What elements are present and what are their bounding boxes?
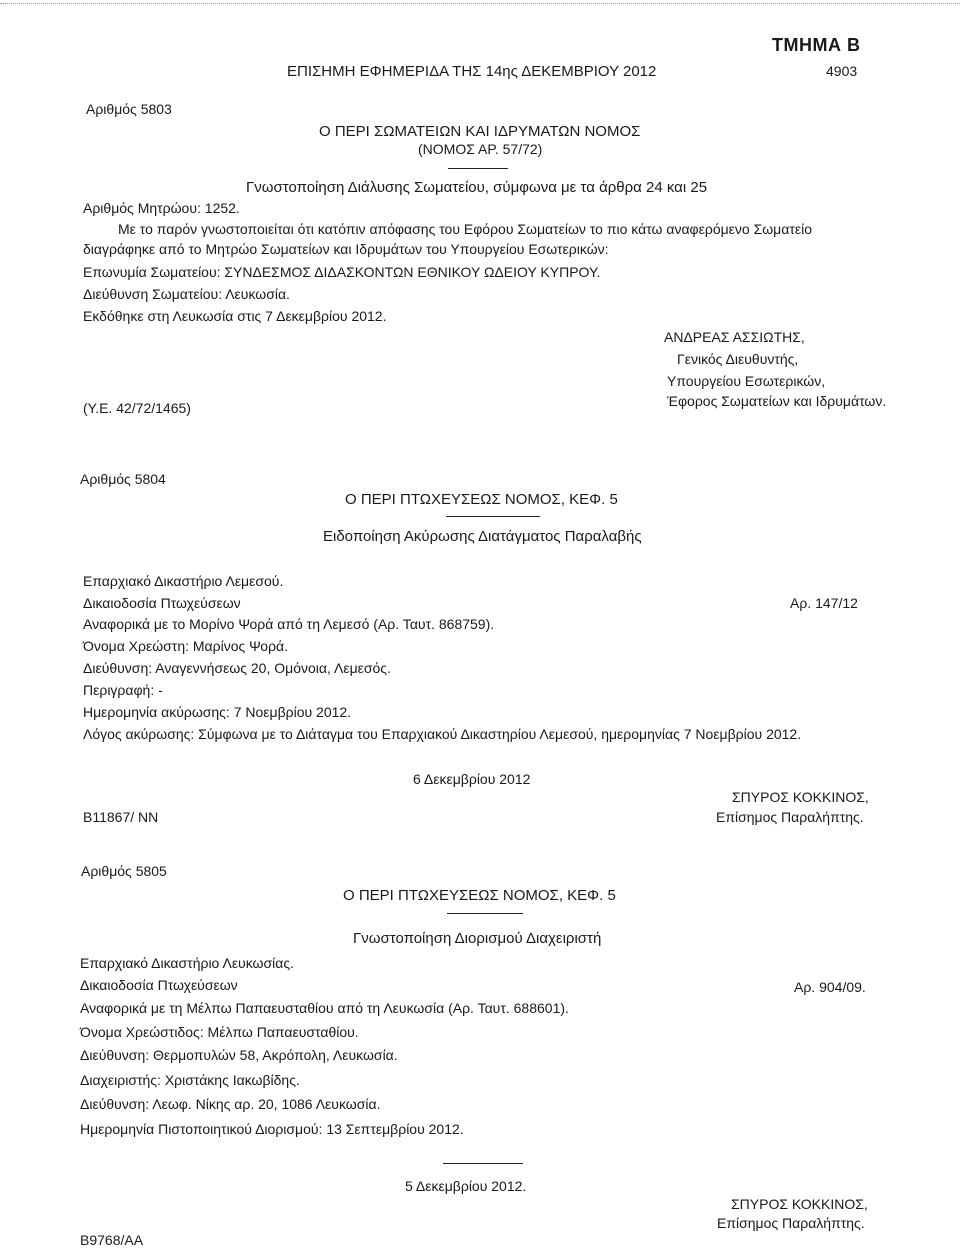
notice-5804-address: Διεύθυνση: Αναγεννήσεως 20, Ομόνοια, Λεμεσός. bbox=[83, 660, 391, 676]
notice-5805-debtor: Όνομα Χρεώστιδος: Μέλπω Παπαευσταθίου. bbox=[80, 1024, 359, 1040]
notice-5805-rule bbox=[447, 913, 523, 914]
notice-5803-subtitle: Γνωστοποίηση Διάλυσης Σωματείου, σύμφωνα με τα άρθρα 24 και 25 bbox=[246, 179, 708, 196]
notice-5803-association-address: Διεύθυνση Σωματείου: Λευκωσία. bbox=[83, 286, 290, 302]
notice-5803-signer-name: ΑΝΔΡΕΑΣ ΑΣΣΙΩΤΗΣ, bbox=[664, 329, 805, 345]
notice-5803-association-name: Επωνυμία Σωματείου: ΣΥΝΔΕΣΜΟΣ ΔΙΔΑΣΚΟΝΤΩΝ ΕΘΝΙΚΟΥ ΩΔΕΙΟΥ ΚΥΠΡΟΥ. bbox=[83, 264, 601, 280]
notice-5804-signer-name: ΣΠΥΡΟΣ ΚΟΚΚΙΝΟΣ, bbox=[732, 789, 869, 805]
notice-5803-reference: (Υ.Ε. 42/72/1465) bbox=[83, 400, 191, 416]
notice-5804-description: Περιγραφή: - bbox=[83, 682, 163, 698]
notice-5805-trustee: Διαχειριστής: Χριστάκης Ιακωβίδης. bbox=[80, 1072, 300, 1088]
notice-5803-signer-title-3: Έφορος Σωματείων και Ιδρυμάτων. bbox=[667, 393, 887, 409]
notice-5805-trustee-address: Διεύθυνση: Λεωφ. Νίκης αρ. 20, 1086 Λευκωσία. bbox=[80, 1096, 381, 1112]
notice-5804-debtor: Όνομα Χρεώστη: Μαρίνος Ψορά. bbox=[83, 638, 289, 654]
notice-5803-number: Αριθμός 5803 bbox=[86, 101, 172, 117]
notice-5803-registry: Αριθμός Μητρώου: 1252. bbox=[83, 200, 240, 216]
notice-5805-reference: Β9768/ΑΑ bbox=[80, 1232, 144, 1248]
notice-5805-address: Διεύθυνση: Θερμοπυλών 58, Ακρόπολη, Λευκωσία. bbox=[80, 1047, 398, 1063]
notice-5804-reason: Λόγος ακύρωσης: Σύμφωνα με το Διάταγμα του Επαρχιακού Δικαστηρίου Λεμεσού, ημερομηνίας 7 Νοεμβρίου 2012. bbox=[83, 726, 802, 742]
notice-5804-date: 6 Δεκεμβρίου 2012 bbox=[413, 771, 531, 787]
notice-5805-court: Επαρχιακό Δικαστήριο Λευκωσίας. bbox=[80, 955, 294, 971]
notice-5803-issued: Εκδόθηκε στη Λευκωσία στις 7 Δεκεμβρίου 2012. bbox=[83, 308, 387, 324]
page-number: 4903 bbox=[826, 63, 858, 79]
notice-5805-signer-title: Επίσημος Παραλήπτης. bbox=[717, 1215, 865, 1231]
notice-5804-number: Αριθμός 5804 bbox=[80, 471, 166, 487]
notice-5805-regarding: Αναφορικά με τη Μέλπω Παπαευσταθίου από τη Λευκωσία (Αρ. Ταυτ. 688601). bbox=[80, 1000, 569, 1016]
notice-5805-case-number: Αρ. 904/09. bbox=[794, 979, 866, 995]
notice-5804-case-number: Αρ. 147/12 bbox=[790, 595, 858, 611]
notice-5805-subtitle: Γνωστοποίηση Διορισμού Διαχειριστή bbox=[353, 930, 602, 947]
notice-5804-cancel-date: Ημερομηνία ακύρωσης: 7 Νοεμβρίου 2012. bbox=[83, 704, 352, 720]
notice-5805-law-title: Ο ΠΕΡΙ ΠΤΩΧΕΥΣΕΩΣ ΝΟΜΟΣ, ΚΕΦ. 5 bbox=[343, 887, 616, 904]
notice-5804-court: Επαρχιακό Δικαστήριο Λεμεσού. bbox=[83, 573, 284, 589]
notice-5803-rule bbox=[448, 168, 508, 169]
notice-5805-cert-date: Ημερομηνία Πιστοποιητικού Διορισμού: 13 Σεπτεμβρίου 2012. bbox=[80, 1121, 464, 1137]
notice-5805-signer-name: ΣΠΥΡΟΣ ΚΟΚΚΙΝΟΣ, bbox=[731, 1196, 868, 1212]
notice-5804-rule bbox=[446, 516, 540, 517]
gazette-title: ΕΠΙΣΗΜΗ ΕΦΗΜΕΡΙΔΑ ΤΗΣ 14ης ΔΕΚΕΜΒΡΙΟΥ 2012 bbox=[287, 63, 657, 80]
notice-5803-law-title: Ο ΠΕΡΙ ΣΩΜΑΤΕΙΩΝ ΚΑΙ ΙΔΡΥΜΑΤΩΝ ΝΟΜΟΣ bbox=[319, 123, 641, 140]
notice-5805-end-rule bbox=[443, 1163, 523, 1164]
notice-5804-law-title: Ο ΠΕΡΙ ΠΤΩΧΕΥΣΕΩΣ ΝΟΜΟΣ, ΚΕΦ. 5 bbox=[345, 491, 618, 508]
notice-5805-jurisdiction: Δικαιοδοσία Πτωχεύσεων bbox=[80, 977, 238, 993]
notice-5804-jurisdiction: Δικαιοδοσία Πτωχεύσεων bbox=[83, 595, 241, 611]
notice-5805-date: 5 Δεκεμβρίου 2012. bbox=[405, 1178, 527, 1194]
notice-5804-regarding: Αναφορικά με το Μορίνο Ψορά από τη Λεμεσό (Αρ. Ταυτ. 868759). bbox=[83, 616, 495, 632]
scan-top-edge bbox=[0, 3, 960, 4]
notice-5803-signer-title-2: Υπουργείου Εσωτερικών, bbox=[667, 373, 826, 389]
notice-5804-reference: Β11867/ ΝΝ bbox=[83, 809, 159, 825]
notice-5805-number: Αριθμός 5805 bbox=[81, 863, 167, 879]
notice-5804-subtitle: Ειδοποίηση Ακύρωσης Διατάγματος Παραλαβής bbox=[323, 528, 642, 545]
notice-5803-body-2: διαγράφηκε από το Μητρώο Σωματείων και Ιδρυμάτων του Υπουργείου Εσωτερικών: bbox=[83, 241, 609, 257]
notice-5803-signer-title-1: Γενικός Διευθυντής, bbox=[677, 351, 799, 367]
notice-5804-signer-title: Επίσημος Παραλήπτης. bbox=[716, 809, 864, 825]
notice-5803-law-ref: (ΝΟΜΟΣ ΑΡ. 57/72) bbox=[418, 141, 543, 157]
section-label: ΤΜΗΜΑ Β bbox=[772, 35, 861, 55]
notice-5803-body-1: Με το παρόν γνωστοποιείται ότι κατόπιν απόφασης του Εφόρου Σωματείων το πιο κάτω αναφερόμενο Σωματείο bbox=[118, 221, 813, 237]
